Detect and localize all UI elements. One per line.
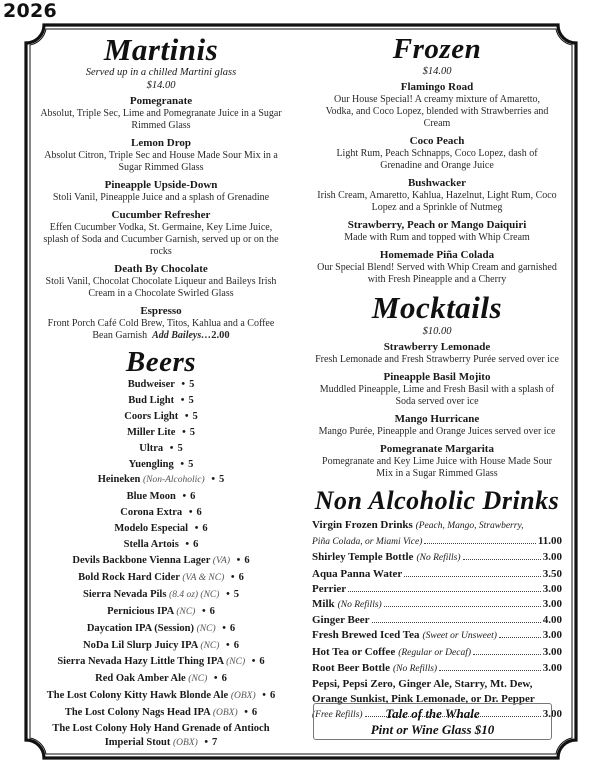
item-description: Absolut, Triple Sec, Lime and Pomegranate Juice in a Sugar Rimmed Glass [40, 108, 282, 131]
non-alcoholic-item [312, 613, 562, 628]
beer-name: Heineken [97, 474, 141, 486]
frozen-item [306, 219, 568, 244]
beer-name: Bold Rock Hard Cider [78, 571, 180, 583]
dot-leader [473, 654, 541, 655]
item-name: Homemade Piña Colada [379, 249, 495, 261]
item-name: Fresh Brewed Iced Tea [312, 629, 420, 642]
separator-dot: • [262, 690, 266, 702]
beer-item [32, 457, 290, 473]
separator-dot: • [181, 379, 186, 390]
beer-name: Coors Light [124, 410, 179, 422]
dot-leader [463, 559, 541, 560]
separator-dot: • [188, 507, 193, 519]
separator-dot: • [201, 605, 206, 617]
beer-origin-note: (NC) [176, 606, 196, 617]
beer-item [32, 654, 290, 671]
beer-origin-note: (OBX) [172, 738, 198, 749]
beer-item [32, 441, 290, 457]
item-note: (No Refills) [393, 663, 438, 674]
beer-price: 6 [229, 622, 236, 634]
item-price: 3.00 [542, 551, 562, 564]
mocktails-heading: Mocktails [371, 290, 503, 325]
separator-dot: • [251, 656, 256, 668]
beer-name: Red Oak Amber Ale [95, 673, 186, 685]
dot-leader [439, 670, 541, 671]
item-price: 3.00 [542, 661, 562, 674]
sodas-line2: Orange Sunkist, Pink Lemonade, or Dr. Pepper [312, 693, 535, 706]
item-name: Pomegranate Margarita [380, 443, 494, 455]
dot-leader [424, 543, 535, 544]
beer-name: Stella Artois [123, 539, 179, 551]
non-alcoholic-item [312, 628, 562, 644]
beer-name: Bud Light [128, 394, 175, 406]
beer-origin-note: (OBX) [230, 691, 256, 702]
item-name: Lemon Drop [131, 137, 191, 149]
sodas-line1: Pepsi, Pepsi Zero, Ginger Ale, Starry, Mt. Dew, [312, 678, 533, 691]
tale-of-the-whale-box [313, 703, 552, 740]
item-name: Mango Hurricane [394, 413, 480, 425]
beer-price: 6 [244, 554, 250, 566]
addon-price: 2.00 [211, 330, 230, 341]
beer-name: Sierra Nevada Pils [83, 588, 167, 600]
beer-name: Yuengling [128, 458, 174, 470]
item-name: Cucumber Refresher [111, 209, 211, 221]
beer-name: Miller Lite [126, 426, 176, 438]
separator-dot: • [230, 571, 235, 583]
separator-dot: • [194, 523, 199, 535]
beer-item [32, 521, 290, 537]
right-column [306, 33, 568, 724]
frozen-item [306, 135, 568, 172]
item-price: 3.00 [542, 708, 562, 721]
item-name: Root Beer Bottle [312, 661, 390, 674]
beers-heading: Beers [125, 346, 197, 378]
item-description: Made with Rum and topped with Whip Cream [344, 232, 530, 243]
item-name: Pineapple Upside-Down [104, 179, 218, 191]
martinis-subtitle: Served up in a chilled Martini glass [85, 67, 237, 78]
item-price: 3.00 [542, 629, 562, 642]
beer-item [32, 688, 290, 705]
frozen-heading: Frozen [392, 33, 482, 65]
beer-name: Corona Extra [120, 507, 183, 519]
frozen-price: $14.00 [422, 66, 452, 77]
beer-origin-note: (NC) [200, 640, 220, 651]
beer-price: 5 [188, 394, 194, 406]
beer-item [32, 425, 290, 441]
beer-price: 6 [269, 690, 276, 702]
item-name: Flamingo Road [400, 81, 474, 93]
beer-name: Budweiser [127, 379, 175, 390]
item-note: (Regular or Decaf) [398, 647, 472, 658]
item-name: Ginger Beer [312, 614, 370, 627]
beer-item [32, 587, 290, 604]
beer-price: 6 [190, 491, 196, 503]
item-description: Pomegranate and Key Lime Juice with House Made Sour Mix in a Sugar Rimmed Glass [322, 456, 552, 479]
item-price: 3.00 [542, 645, 562, 658]
item-name: Bushwacker [407, 177, 467, 189]
separator-dot: • [184, 410, 189, 422]
beer-item [32, 604, 290, 621]
beer-name: Modelo Especial [114, 523, 189, 535]
non-alcoholic-item [312, 582, 562, 597]
separator-dot: • [169, 442, 174, 454]
non-alcoholic-item [312, 661, 562, 677]
item-description: Fresh Lemonade and Fresh Strawberry Purée served over ice [315, 354, 559, 365]
item-name: Strawberry, Peach or Mango Daiquiri [347, 219, 527, 231]
separator-dot: • [180, 458, 185, 470]
frozen-item [306, 81, 568, 130]
dot-leader [404, 576, 540, 577]
separator-dot: • [185, 539, 190, 551]
beer-origin-note: (NC) [226, 657, 246, 668]
item-name: Pineapple Basil Mojito [383, 371, 491, 383]
item-name: Coco Peach [409, 135, 465, 147]
beer-price: 5 [188, 458, 194, 470]
beer-name: The Lost Colony Kitty Hawk Blonde Ale [46, 690, 229, 702]
non-alcoholic-list [306, 518, 568, 724]
separator-dot: • [180, 394, 185, 406]
item-note: (Peach, Mango, Strawberry, [415, 521, 524, 531]
separator-dot: • [222, 622, 226, 634]
non-alcoholic-item [312, 550, 562, 566]
beer-price: 6 [196, 507, 202, 519]
item-description: Absolut Citron, Triple Sec and House Made Sour Mix in a Sugar Rimmed Glass [44, 150, 278, 173]
martini-item [32, 209, 290, 258]
item-description [32, 318, 290, 342]
beer-item [32, 570, 290, 587]
dot-leader [372, 622, 541, 623]
martinis-price: $14.00 [146, 80, 176, 91]
item-name: Shirley Temple Bottle [312, 551, 414, 564]
beer-origin-note: (NC) [196, 623, 216, 634]
item-price: 3.00 [542, 582, 562, 595]
beer-origin-note: (VA) [212, 555, 231, 566]
item-name: Perrier [312, 582, 347, 595]
item-note: (No Refills) [337, 600, 382, 611]
mocktail-item [306, 443, 568, 480]
whale-title: Tale of the Whale [385, 706, 480, 721]
beer-price: 5 [189, 426, 196, 438]
beer-name: The Lost Colony Holy Hand Grenade of Antioch Imperial Stout [52, 723, 270, 749]
item-description: Effen Cucumber Vodka, St. Germaine, Key Lime Juice, splash of Soda and Cucumber Garnish, served up or on the rocks [43, 222, 279, 257]
item-description: Stoli Vanil, Chocolat Chocolate Liqueur and Baileys Irish Cream in a Chocolate Swirled Glass [45, 276, 277, 299]
beer-name: Blue Moon [126, 491, 176, 503]
separator-dot: • [182, 491, 187, 503]
beer-price: 5 [189, 379, 195, 390]
non-alcoholic-item [312, 567, 562, 582]
beer-item [32, 671, 290, 688]
item-note: (Sweet or Unsweet) [422, 631, 497, 642]
martini-item [32, 263, 290, 300]
item-price: 3.50 [542, 567, 562, 580]
beer-origin-note: (Non-Alcoholic) [142, 475, 205, 486]
addon-label: Add Baileys… [152, 330, 212, 341]
separator-dot: • [204, 737, 209, 749]
beer-origin-note: (NC) [188, 674, 208, 685]
dot-leader [384, 606, 541, 607]
year-label: 2026 [3, 0, 58, 22]
beer-price: 6 [259, 656, 265, 668]
separator-dot: • [211, 474, 215, 486]
beer-origin-note: (OBX) [212, 708, 238, 719]
separator-dot: • [213, 673, 218, 685]
non-alcoholic-item [312, 597, 562, 613]
beer-item [32, 722, 290, 750]
beer-origin-note: (8.4 oz) (NC) [169, 589, 220, 600]
non-alcoholic-rows [312, 550, 562, 677]
mocktail-item [306, 371, 568, 408]
non-alcoholic-heading: Non Alcoholic Drinks [314, 486, 560, 515]
beer-name: Daycation IPA (Session) [86, 622, 194, 634]
martini-item [32, 95, 290, 132]
item-note: (Free Refills) [312, 710, 363, 721]
separator-dot: • [236, 554, 241, 566]
beer-price: 6 [193, 539, 199, 551]
beer-item [32, 553, 290, 570]
item-price: 4.00 [542, 614, 562, 627]
separator-dot: • [182, 426, 186, 438]
separator-dot: • [226, 588, 230, 600]
item-name: Death By Chocolate [114, 263, 208, 275]
beer-item [32, 505, 290, 521]
left-column [32, 33, 290, 750]
beer-item [32, 638, 290, 655]
beer-item [32, 705, 290, 722]
virgin-frozen-line2 [312, 534, 562, 550]
beer-name: NoDa Lil Slurp Juicy IPA [83, 639, 198, 651]
item-description: Our House Special! A creamy mixture of Amaretto, Vodka, and Coco Lopez, blended with Strawberries and Cream [325, 94, 549, 129]
item-name: Pomegranate [129, 95, 193, 107]
item-note: (No Refills) [416, 553, 461, 564]
separator-dot: • [244, 707, 248, 719]
item-description: Stoli Vanil, Pineapple Juice and a splash of Grenadine [52, 192, 270, 203]
beer-price: 6 [238, 571, 244, 583]
item-name: Milk [312, 598, 335, 611]
item-price: 11.00 [537, 535, 562, 548]
mocktail-item [306, 413, 568, 438]
beer-item [32, 621, 290, 638]
item-description: Our Special Blend! Served with Whip Cream and garnished with Fresh Pineapple and a Cherry [317, 262, 557, 285]
dot-leader [348, 591, 541, 592]
beer-price: 6 [233, 639, 239, 651]
beer-price: 6 [202, 523, 208, 535]
beer-item [32, 472, 290, 489]
beer-item [32, 393, 290, 409]
mocktail-item [306, 341, 568, 366]
beer-origin-note: (VA & NC) [182, 572, 225, 583]
martini-item [32, 137, 290, 174]
beer-price: 5 [233, 588, 239, 600]
frozen-item [306, 249, 568, 286]
martinis-heading: Martinis [103, 32, 219, 67]
beer-item [32, 377, 290, 393]
beer-name: Sierra Nevada Hazy Little Thing IPA [57, 656, 224, 668]
beer-name: Devils Backbone Vienna Lager [72, 554, 211, 566]
beer-price: 5 [177, 442, 183, 454]
item-description: Irish Cream, Amaretto, Kahlua, Hazelnut, Light Rum, Coco Lopez and a Sprinkle of Nutmeg [317, 190, 557, 213]
beer-name: Pernicious IPA [107, 605, 174, 617]
beer-item [32, 537, 290, 553]
beer-name: The Lost Colony Nags Head IPA [64, 707, 211, 719]
item-name: Espresso [140, 305, 182, 317]
item-name: Aqua Panna Water [312, 567, 403, 580]
item-name: Virgin Frozen Drinks [312, 519, 413, 531]
beer-price: 5 [192, 410, 198, 422]
beer-item [32, 409, 290, 425]
whale-price: Pint or Wine Glass $10 [370, 722, 495, 737]
beer-price: 6 [221, 673, 227, 685]
item-name: Strawberry Lemonade [383, 341, 491, 353]
item-description: Light Rum, Peach Schnapps, Coco Lopez, dash of Grenadine and Orange Juice [336, 148, 538, 171]
beer-list [32, 377, 290, 750]
beer-price: 5 [219, 474, 225, 486]
item-description: Muddled Pineapple, Lime and Fresh Basil with a splash of Soda served over ice [319, 384, 555, 407]
virgin-frozen-line1 [312, 518, 562, 534]
martini-item [32, 305, 290, 342]
item-note: Piña Colada, or Miami Vice) [312, 537, 423, 548]
beer-price: 6 [209, 605, 215, 617]
separator-dot: • [226, 639, 230, 651]
frozen-item [306, 177, 568, 214]
item-description: Mango Purée, Pineapple and Orange Juices served over ice [318, 426, 556, 437]
item-price: 3.00 [542, 598, 562, 611]
beer-price: 7 [212, 737, 218, 749]
beer-price: 6 [251, 707, 258, 719]
beer-name: Ultra [139, 442, 164, 454]
item-name: Hot Tea or Coffee [312, 645, 396, 658]
mocktails-price: $10.00 [422, 326, 452, 337]
dot-leader [499, 637, 541, 638]
item-description-text: Front Porch Café Cold Brew, Titos, Kahlua and a Coffee Bean Garnish [47, 318, 275, 341]
beer-item [32, 489, 290, 505]
non-alcoholic-item [312, 645, 562, 661]
martini-item [32, 179, 290, 204]
